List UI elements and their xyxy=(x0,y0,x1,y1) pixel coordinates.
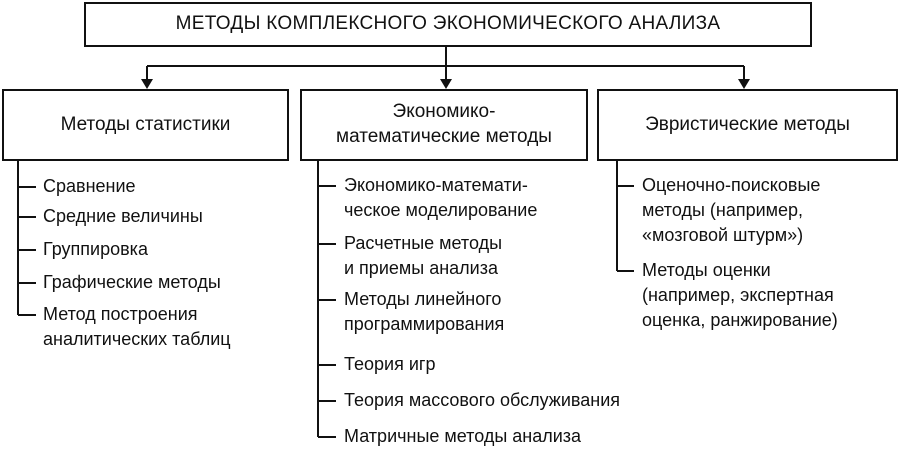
list-item-averages: Средние величины xyxy=(43,206,203,226)
list-item-linear-programming: Методы линейного программирования xyxy=(344,289,505,334)
arrowhead-col3 xyxy=(738,79,750,89)
list-item-queueing-theory: Теория массового обслуживания xyxy=(344,390,621,410)
list-item-calc-methods: Расчетные методы и приемы анализа xyxy=(344,233,503,278)
list-item-game-theory: Теория игр xyxy=(344,354,436,374)
list-item-comparison: Сравнение xyxy=(43,176,136,196)
arrowhead-col1 xyxy=(141,79,153,89)
list-item-graphic-methods: Графические методы xyxy=(43,272,221,292)
list-item-grouping: Группировка xyxy=(43,239,148,259)
root-title: МЕТОДЫ КОМПЛЕКСНОГО ЭКОНОМИЧЕСКОГО АНАЛИЗА xyxy=(175,13,721,35)
econ-math-methods-heading: Экономико- математические методы xyxy=(336,101,552,147)
list-item-analytic-tables: Метод построения аналитических таблиц xyxy=(43,304,231,349)
heuristic-methods-heading: Эвристические методы xyxy=(645,113,850,135)
statistics-methods-heading: Методы статистики xyxy=(60,113,231,135)
root-node-box xyxy=(84,2,812,47)
econ-math-methods-box xyxy=(300,89,588,161)
list-item-evaluation-methods: Методы оценки (например, экспертная оценка, ранжирование) xyxy=(642,260,838,330)
list-item-econ-math-modeling: Экономико-математи- ческое моделирование xyxy=(344,175,538,220)
list-item-search-methods: Оценочно-поисковые методы (например, «мозговой штурм») xyxy=(642,175,821,245)
arrowhead-col2 xyxy=(440,79,452,89)
statistics-methods-box xyxy=(2,89,289,161)
heuristic-methods-box xyxy=(597,89,898,161)
list-item-matrix-methods: Матричные методы анализа xyxy=(344,426,582,446)
